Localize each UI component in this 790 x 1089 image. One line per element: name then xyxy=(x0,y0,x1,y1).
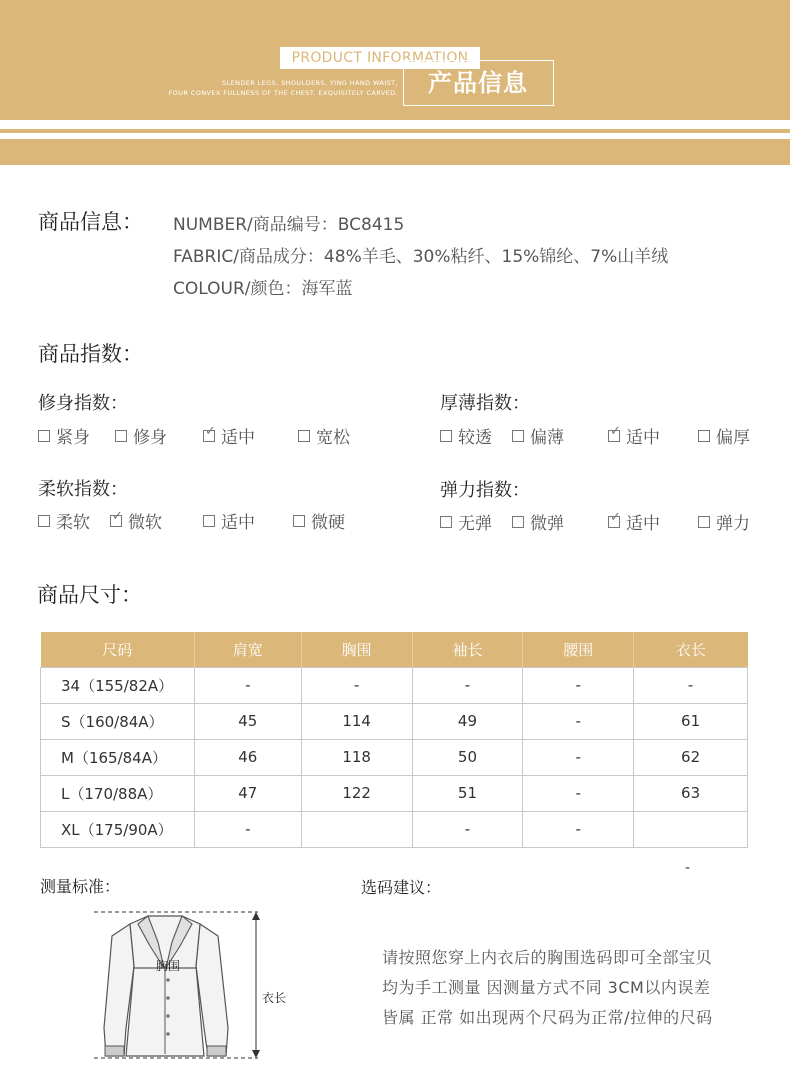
size-cell: S（160/84A） xyxy=(41,703,195,739)
softness-index-title: 柔软指数： xyxy=(38,479,128,500)
size-cell: 49 xyxy=(412,703,523,739)
size-cell: 34（155/82A） xyxy=(41,667,195,703)
elasticity-option-2[interactable]: 微弹 xyxy=(512,509,564,534)
size-cell xyxy=(301,811,412,847)
table-row xyxy=(41,703,748,739)
header-tagline xyxy=(140,78,398,98)
checkbox-icon[interactable] xyxy=(38,515,50,527)
length-label: 衣长 xyxy=(262,991,287,1005)
info-number: NUMBER/商品编号：BC8415 xyxy=(173,215,405,235)
size-table-header-row xyxy=(41,632,748,667)
size-cell: 51 xyxy=(412,775,523,811)
size-cell: 50 xyxy=(412,739,523,775)
size-cell: - xyxy=(523,739,634,775)
checkbox-icon[interactable] xyxy=(440,516,452,528)
size-cell xyxy=(634,811,748,847)
elasticity-index-title: 弹力指数： xyxy=(440,480,530,501)
advice-line-3: 皆属 正常 如出现两个尺码为正常/拉伸的尺码 xyxy=(382,1008,713,1027)
size-cell: 46 xyxy=(194,739,301,775)
size-cell: 62 xyxy=(634,739,748,775)
checkbox-checked-icon[interactable] xyxy=(608,430,620,442)
checkbox-icon[interactable] xyxy=(698,430,710,442)
size-cell: - xyxy=(523,811,634,847)
table-row xyxy=(41,811,748,847)
size-cell: 122 xyxy=(301,775,412,811)
size-header-cell: 胸围 xyxy=(301,632,412,667)
thickness-index-title: 厚薄指数： xyxy=(440,393,530,414)
size-cell: 63 xyxy=(634,775,748,811)
size-cell: XL（175/90A） xyxy=(41,811,195,847)
checkbox-checked-icon[interactable] xyxy=(110,515,122,527)
checkbox-icon[interactable] xyxy=(203,515,215,527)
table-row xyxy=(41,775,748,811)
thickness-option-3[interactable]: ✓ 适中 xyxy=(608,423,660,448)
softness-option-4[interactable]: 微硬 xyxy=(293,508,345,533)
checkbox-icon[interactable] xyxy=(440,430,452,442)
size-cell: - xyxy=(634,667,748,703)
fit-index-title: 修身指数： xyxy=(38,393,128,414)
header-cn-title: 产品信息 xyxy=(428,69,528,97)
fit-option-1[interactable]: 紧身 xyxy=(38,423,90,448)
checkbox-icon[interactable] xyxy=(698,516,710,528)
header-stripe-thick xyxy=(0,139,790,165)
table-row xyxy=(41,739,748,775)
checkbox-icon[interactable] xyxy=(512,430,524,442)
size-section-title: 商品尺寸： xyxy=(37,583,142,607)
elasticity-option-1[interactable]: 无弹 xyxy=(440,509,492,534)
header-cn-title-box xyxy=(403,60,554,106)
header-banner xyxy=(0,0,790,120)
checkbox-checked-icon[interactable] xyxy=(203,430,215,442)
size-cell: 61 xyxy=(634,703,748,739)
advice-line-1: 请按照您穿上内衣后的胸围选码即可全部宝贝 xyxy=(382,948,713,967)
size-cell: M（165/84A） xyxy=(41,739,195,775)
thickness-option-4[interactable]: 偏厚 xyxy=(698,423,750,448)
size-cell: L（170/88A） xyxy=(41,775,195,811)
chest-label: 胸围 xyxy=(156,959,181,973)
info-section-title: 商品信息： xyxy=(38,210,143,234)
elasticity-option-4[interactable]: 弹力 xyxy=(698,509,750,534)
checkbox-icon[interactable] xyxy=(512,516,524,528)
size-cell: - xyxy=(412,667,523,703)
advice-title: 选码建议： xyxy=(361,878,442,897)
fit-option-4[interactable]: 宽松 xyxy=(298,423,350,448)
size-cell: - xyxy=(194,811,301,847)
checkbox-checked-icon[interactable] xyxy=(608,516,620,528)
stray-dash: - xyxy=(685,860,691,876)
size-cell: 114 xyxy=(301,703,412,739)
checkbox-icon[interactable] xyxy=(38,430,50,442)
checkbox-icon[interactable] xyxy=(293,515,305,527)
size-header-cell: 尺码 xyxy=(41,632,195,667)
fit-option-3[interactable]: ✓ 适中 xyxy=(203,423,255,448)
size-cell: 47 xyxy=(194,775,301,811)
size-header-cell: 衣长 xyxy=(634,632,748,667)
thickness-option-1[interactable]: 较透 xyxy=(440,423,492,448)
size-table xyxy=(40,632,748,848)
checkbox-icon[interactable] xyxy=(115,430,127,442)
softness-option-2[interactable]: ✓ 微软 xyxy=(110,508,162,533)
size-cell: - xyxy=(412,811,523,847)
size-header-cell: 袖长 xyxy=(412,632,523,667)
indices-section-title: 商品指数： xyxy=(38,342,143,366)
table-row xyxy=(41,667,748,703)
thickness-option-2[interactable]: 偏薄 xyxy=(512,423,564,448)
header-english-title: PRODUCT INFORMATION xyxy=(280,47,480,69)
size-cell: - xyxy=(523,667,634,703)
softness-option-3[interactable]: 适中 xyxy=(203,508,255,533)
info-colour: COLOUR/颜色：海军蓝 xyxy=(173,279,353,299)
advice-line-2: 均为手工测量 因测量方式不同 3CM以内误差 xyxy=(382,978,711,997)
softness-option-1[interactable]: 柔软 xyxy=(38,508,90,533)
shirt-measure-diagram xyxy=(92,906,304,1078)
header-stripe-thin xyxy=(0,129,790,133)
measure-title: 测量标准： xyxy=(40,877,121,896)
size-cell: - xyxy=(523,775,634,811)
elasticity-option-3[interactable]: ✓ 适中 xyxy=(608,509,660,534)
size-cell: - xyxy=(194,667,301,703)
size-header-cell: 腰围 xyxy=(523,632,634,667)
fit-option-2[interactable]: 修身 xyxy=(115,423,167,448)
size-cell: - xyxy=(301,667,412,703)
size-header-cell: 肩宽 xyxy=(194,632,301,667)
header-tagline-line-1: SLENDER LEGS, SHOULDERS, YING HAND WAIST, xyxy=(222,79,398,87)
info-fabric: FABRIC/商品成分：48%羊毛、30%粘纤、15%锦纶、7%山羊绒 xyxy=(173,247,669,267)
size-cell: 45 xyxy=(194,703,301,739)
checkbox-icon[interactable] xyxy=(298,430,310,442)
size-cell: - xyxy=(523,703,634,739)
header-tagline-line-2: FOUR CONVEX FULLNESS OF THE CHEST. EXQUISITELY CARVED. xyxy=(168,89,398,97)
size-cell: 118 xyxy=(301,739,412,775)
